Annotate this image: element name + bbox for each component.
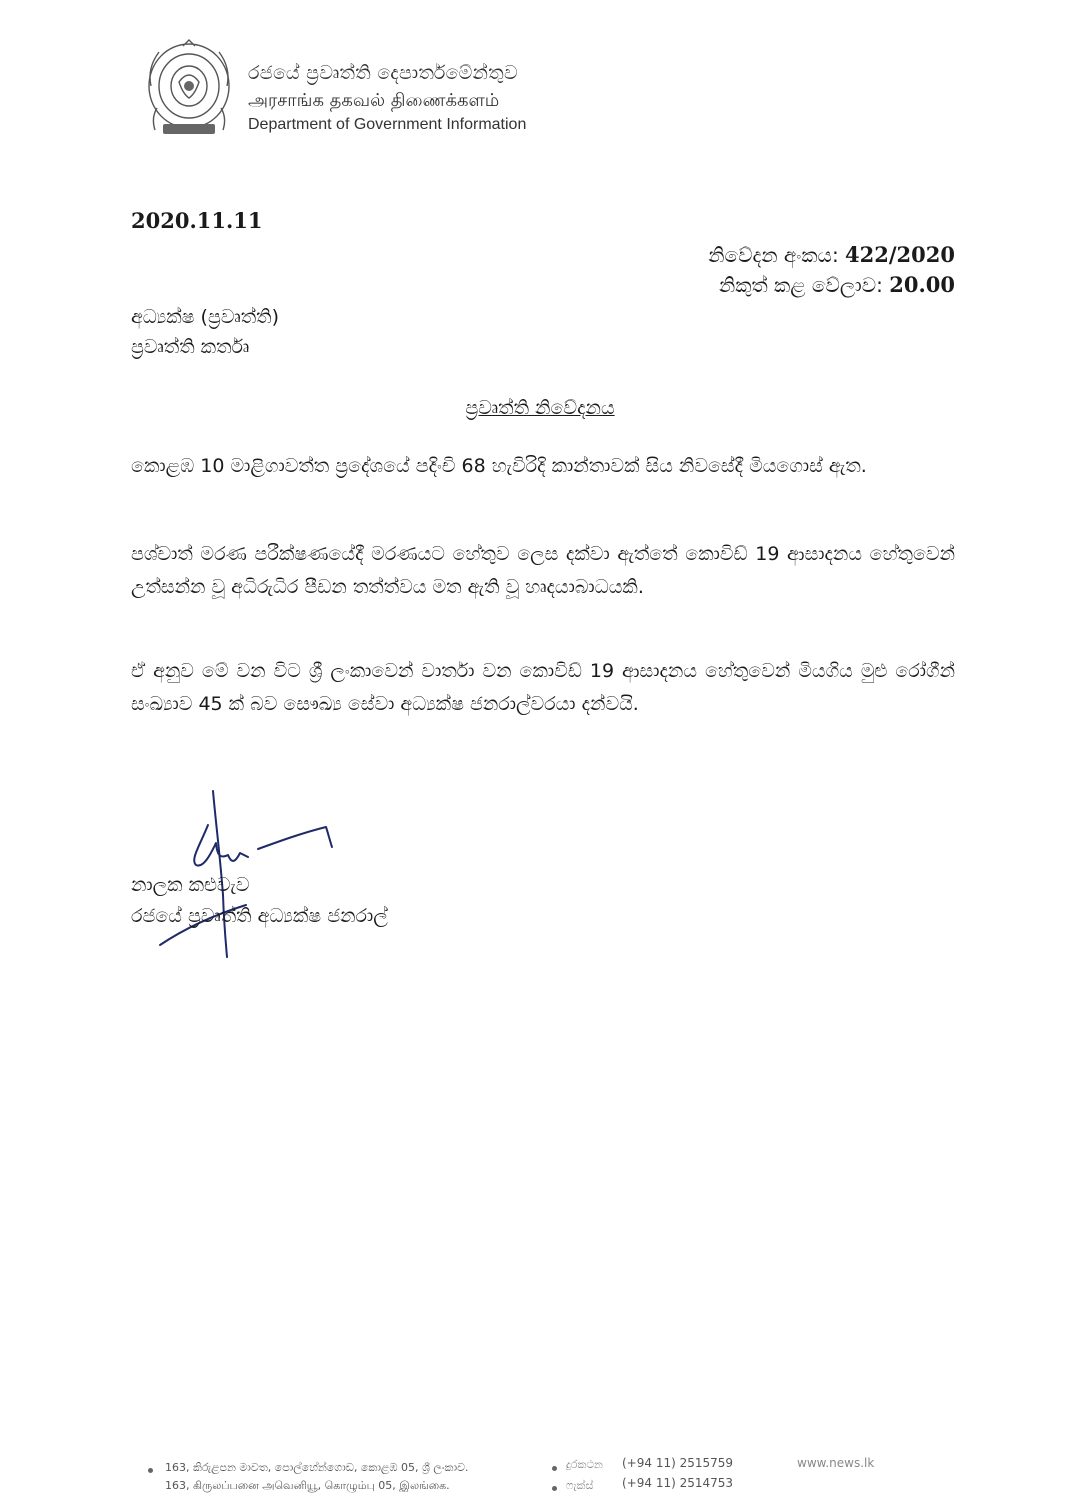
issue-time: 20.00 <box>889 272 955 297</box>
department-name-english: Department of Government Information <box>248 116 527 133</box>
release-number: 422/2020 <box>845 242 955 267</box>
signatory-name: නාලක කළුවැව <box>131 874 250 896</box>
footer-phone-label: දුරකථන <box>566 1458 603 1471</box>
footer-bullet <box>148 1468 153 1473</box>
sri-lanka-emblem-logo <box>143 38 235 138</box>
footer-fax: (+94 11) 2514753 <box>622 1476 734 1490</box>
footer-phone: (+94 11) 2515759 <box>622 1456 734 1470</box>
department-name-sinhala: රජයේ ප්‍රවෘත්ති දෙපාර්තමේන්තුව <box>248 62 518 84</box>
footer-address-tamil: 163, கிருலப்பனை அவெனியூ, கொழும்பு 05, இலங்கை. <box>165 1479 450 1492</box>
footer-fax-label: ෆැක්ස් <box>566 1479 594 1492</box>
body-paragraph-1: කොළඹ 10 මාළිගාවත්ත ප්‍රදේශයේ පදිංචි 68 හැවිරිදි කාන්තාවක් සිය නිවසේදී මියගොස් ඇත. <box>131 455 867 477</box>
footer-address-sinhala: 163, කිරුළපන මාවත, පොල්හේන්ගොඩ, කොළඹ 05, ශ්‍රී ලංකාව. <box>165 1461 469 1474</box>
recipient-line-1: අධ්‍යක්ෂ (ප්‍රවෘත්ති) <box>131 306 280 328</box>
footer-website: www.news.lk <box>797 1456 875 1470</box>
recipient-line-2: ප්‍රවෘත්ති කර්තෘ <box>131 336 250 358</box>
issue-time-label: නිකුත් කළ වේලාව: <box>718 273 883 297</box>
release-date: 2020.11.11 <box>131 208 263 233</box>
footer-bullet <box>552 1486 557 1491</box>
release-number-label: නිවේදන අංකය: <box>708 243 839 267</box>
document-title-text: ප්‍රවෘත්ති නිවේදනය <box>465 397 615 419</box>
footer-bullet <box>552 1466 557 1471</box>
body-paragraph-2: පශ්චාත් මරණ පරීක්ෂණයේදී මරණයට හේතුව ලෙස දක්වා ඇත්තේ කොවිඩ් 19 ආසාදනය හේතුවෙන් උත්සන්න වූ අධිරුධිර පීඩන තත්ත්වය මත ඇති වූ හෘදයාබාධයකි. <box>131 543 955 598</box>
release-number-line <box>708 242 955 267</box>
body-paragraph-3: ඒ අනුව මේ වන විට ශ්‍රී ලංකාවෙන් වාර්තා වන කොවිඩ් 19 ආසාදනය හේතුවෙන් මියගිය මුළු රෝගීන් සංඛ්‍යාව 45 ක් බව සෞඛ්‍ය සේවා අධ්‍යක්ෂ ජනරාල්වරයා දන්වයි. <box>131 660 955 715</box>
department-name-tamil: அரசாங்க தகவல் திணைக்களம் <box>248 90 500 111</box>
issue-time-line <box>719 272 955 297</box>
document-title <box>0 397 1080 419</box>
signatory-title: රජයේ ප්‍රවෘත්ති අධ්‍යක්ෂ ජනරාල් <box>131 905 388 927</box>
